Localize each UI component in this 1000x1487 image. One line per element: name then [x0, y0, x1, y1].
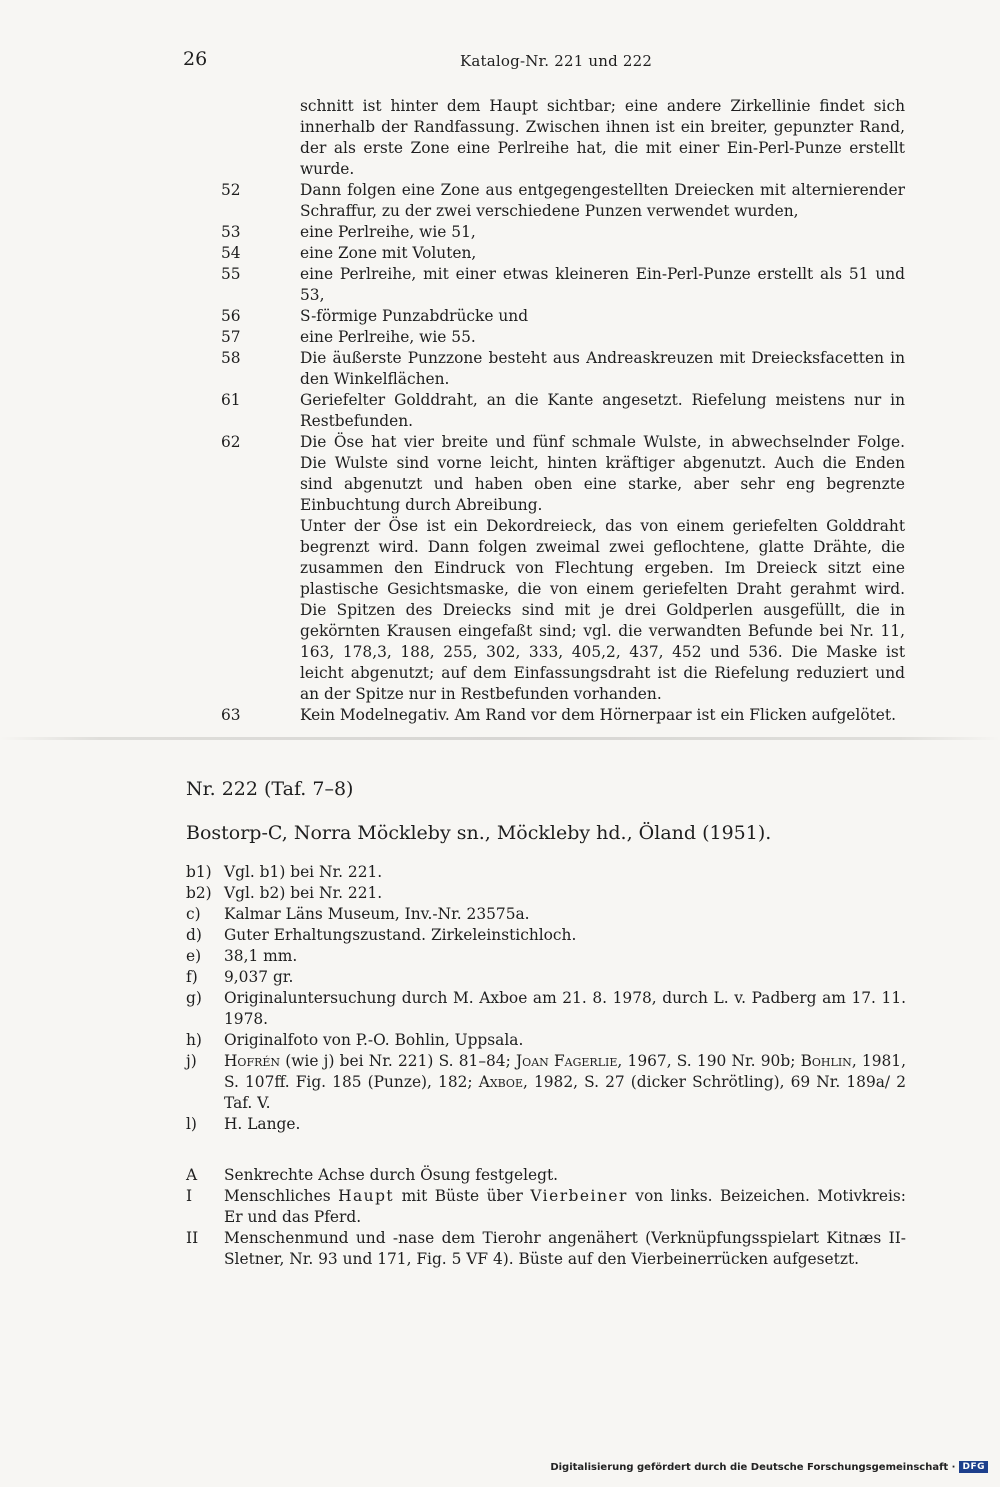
entry-text: eine Perlreihe, mit einer etwas kleineren Ein-Perl-Punze erstellt als 51 und 53, [300, 265, 905, 304]
metadata-value: 9,037 gr. [224, 968, 294, 986]
metadata-value: Vgl. b2) bei Nr. 221. [224, 884, 383, 902]
metadata-row [186, 883, 906, 904]
entry-text: Die Öse hat vier breite und fünf schmale Wulste, in abwechselnder Folge. Die Wulste sind vorne leicht, hinten kräftiger abgenutzt. Auch die Enden sind abgenutzt und haben oben eine starke, aber sehr eng begrenzte Einbuchtung durch Abreibung. [300, 433, 905, 514]
motif-text: Senkrechte Achse durch Ösung festgelegt. [224, 1166, 559, 1184]
metadata-value: 38,1 mm. [224, 947, 298, 965]
entry-number: 61 [221, 391, 241, 409]
metadata-label: b2) [186, 884, 212, 902]
motif-description [186, 1165, 906, 1270]
metadata-list [186, 862, 906, 1135]
entry-text: eine Perlreihe, wie 51, [300, 223, 476, 241]
entry-row [185, 432, 905, 516]
metadata-value: Guter Erhaltungszustand. Zirkeleinstichloch. [224, 926, 577, 944]
entry-row [185, 306, 905, 327]
metadata-row [186, 862, 906, 883]
dfg-logo-icon: DFG [959, 1461, 988, 1473]
entry-row [185, 243, 905, 264]
catalog-heading: Nr. 222 (Taf. 7–8) [186, 778, 354, 800]
entry-number: 52 [221, 181, 241, 199]
motif-fragment: von links. Beizeichen. Motivkreis: Er und das Pferd. [224, 1187, 906, 1226]
metadata-label: l) [186, 1115, 197, 1133]
entry-number: 62 [221, 433, 241, 451]
spaced-term: Vierbeiner [530, 1187, 628, 1205]
running-header [0, 48, 1000, 78]
author-name: Bohlin [800, 1052, 852, 1070]
metadata-row [186, 925, 906, 946]
motif-row [186, 1228, 906, 1270]
entry-row [185, 390, 905, 432]
entry-number: 53 [221, 223, 241, 241]
metadata-label: c) [186, 905, 201, 923]
metadata-row [186, 904, 906, 925]
entry-number: 57 [221, 328, 241, 346]
motif-text [224, 1186, 906, 1228]
entry-row [185, 180, 905, 222]
literature-row [186, 1051, 906, 1114]
entry-text: eine Perlreihe, wie 55. [300, 328, 476, 346]
metadata-value: Kalmar Läns Museum, Inv.-Nr. 23575a. [224, 905, 530, 923]
author-name: Axboe [478, 1073, 523, 1091]
author-name: Hofrén [224, 1052, 281, 1070]
continuation-intro: schnitt ist hinter dem Haupt sichtbar; eine andere Zirkellinie findet sich innerhalb der Randfassung. Zwischen ihnen ist ein breiter, gepunzter Rand, der als erste Zone eine Perlreihe hat, die mit einer Ein-Perl-Punze erstellt wurde. [300, 97, 905, 178]
metadata-value: H. Lange. [224, 1115, 301, 1133]
motif-row [186, 1165, 906, 1186]
entry-62-continuation: Unter der Öse ist ein Dekordreieck, das von einem geriefelten Golddraht begrenzt wird. Dann folgen zweimal zwei geflochtene, glatte Drähte, die zusammen den Eindruck von Flechtung ergeben. Im Dreieck sitzt eine plastische Gesichtsmaske, die von einem geriefelten Draht gerahmt wird. Die Spitzen des Dreiecks sind mit je drei Goldperlen ausgefüllt, die in gekörnten Krausen eingefaßt sind; vgl. die verwandten Befunde bei Nr. 11, 163, 178,3, 188, 255, 302, 333, 405,2, 437, 452 und 536. Die Maske ist leicht abgenutzt; auf dem Einfassungsdraht ist die Riefelung reduziert und an der Spitze nur in Restbefunden vorhanden. [300, 517, 905, 703]
entry-row [185, 348, 905, 390]
motif-label: II [186, 1229, 199, 1247]
entry-row [185, 327, 905, 348]
metadata-value: Originaluntersuchung durch M. Axboe am 21. 8. 1978, durch L. v. Padberg am 17. 11. 1978. [224, 989, 906, 1028]
metadata-label: h) [186, 1031, 202, 1049]
motif-text: Menschenmund und -nase dem Tierohr angenähert (Verknüpfungsspielart Kitnæs II-Sletner, Nr. 93 und 171, Fig. 5 VF 4). Büste auf den Vierbeinerrücken aufgesetzt. [224, 1229, 906, 1268]
metadata-label: d) [186, 926, 202, 944]
metadata-label: f) [186, 968, 198, 986]
motif-fragment: mit Büste über [394, 1187, 531, 1205]
metadata-row [186, 967, 906, 988]
page-number: 26 [183, 48, 208, 70]
entry-text: eine Zone mit Voluten, [300, 244, 477, 262]
metadata-row [186, 946, 906, 967]
running-title: Katalog-Nr. 221 und 222 [460, 52, 653, 70]
spaced-term: Haupt [338, 1187, 395, 1205]
author-name: Joan Fagerlie [516, 1052, 618, 1070]
metadata-label: g) [186, 989, 202, 1007]
entry-text: Kein Modelnegativ. Am Rand vor dem Hörnerpaar ist ein Flicken aufgelötet. [300, 706, 896, 724]
entry-text: Dann folgen eine Zone aus entgegengestellten Dreiecken mit alternierender Schraffur, zu der zwei verschiedene Punzen verwendet wurden, [300, 181, 905, 220]
citation-fragment: (wie j) bei Nr. 221) S. 81–84; [280, 1052, 517, 1070]
entry-number: 54 [221, 244, 241, 262]
citation-fragment: , 1981, S. 107ff. Fig. 185 (Punze), 182; [224, 1052, 906, 1091]
motif-label: I [186, 1187, 193, 1205]
metadata-value: Vgl. b1) bei Nr. 221. [224, 863, 383, 881]
metadata-row [186, 988, 906, 1030]
metadata-row [186, 1114, 906, 1135]
entry-text: Geriefelter Golddraht, an die Kante angesetzt. Riefelung meistens nur in Restbefunden. [300, 391, 905, 430]
entry-number: 56 [221, 307, 241, 325]
metadata-value: Originalfoto von P.-O. Bohlin, Uppsala. [224, 1031, 524, 1049]
entry-text: Die äußerste Punzzone besteht aus Andreaskreuzen mit Dreiecksfacetten in den Winkelflächen. [300, 349, 905, 388]
digitization-credit [550, 1461, 988, 1473]
entry-number: 55 [221, 265, 241, 283]
entry-number: 63 [221, 706, 241, 724]
entry-row [185, 705, 905, 726]
metadata-row [186, 1030, 906, 1051]
continuation-block [185, 96, 905, 726]
findspot-heading: Bostorp-C, Norra Möckleby sn., Möckleby hd., Öland (1951). [186, 822, 772, 844]
citation-fragment: , 1967, S. 190 Nr. 90b; [617, 1052, 801, 1070]
entry-row [185, 222, 905, 243]
literature-text [224, 1051, 906, 1114]
scan-divider [0, 737, 1000, 740]
metadata-label: b1) [186, 863, 212, 881]
metadata-label: e) [186, 947, 202, 965]
motif-fragment: Menschliches [224, 1187, 339, 1205]
motif-row [186, 1186, 906, 1228]
metadata-label: j) [186, 1052, 197, 1070]
citation-fragment: , 1982, S. 27 (dicker Schrötling), 69 Nr. 189a/ 2 Taf. V. [224, 1073, 906, 1112]
entry-text: S-förmige Punzabdrücke und [300, 307, 529, 325]
entry-number: 58 [221, 349, 241, 367]
credit-text: Digitalisierung gefördert durch die Deutsche Forschungsgemeinschaft · [550, 1461, 956, 1473]
entry-row [185, 264, 905, 306]
motif-label: A [186, 1166, 198, 1184]
